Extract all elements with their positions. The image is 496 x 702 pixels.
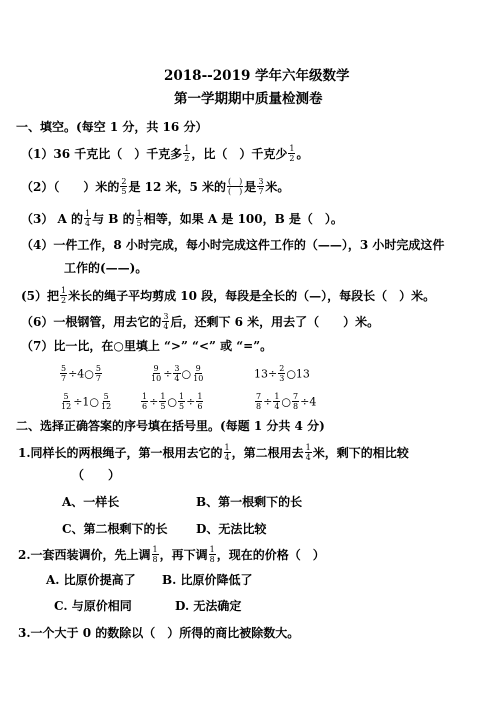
- section-2-heading: 二、选择正确答案的序号填在括号里。(每题 1 分共 4 分): [16, 419, 325, 433]
- question-7: （7）比一比，在○里填上 “>” “<” 或 “=”。: [21, 339, 273, 353]
- fraction: $\frac{1}{2}$: [184, 144, 190, 163]
- choice-2-option-b: B. 比原价降低了: [162, 573, 253, 587]
- fraction: $\frac{1}{2}$: [289, 144, 295, 163]
- choice-1-option-a: A、一样长: [62, 495, 120, 509]
- fraction: $\frac{3}{7}$: [258, 177, 264, 196]
- compare-2-1: $\frac{5}{12}$ ÷1○ $\frac{5}{12}$: [61, 392, 112, 411]
- fraction: $\frac{1}{5}$: [136, 209, 142, 228]
- fraction-blank: ( ) ( ): [228, 177, 243, 196]
- fraction: $\frac{2}{5}$: [121, 177, 127, 196]
- question-5: (5）把 $\frac{1}{2}$ 米长的绳子平均剪成 10 段，每段是全长的（—），每段长（ ）米。: [21, 286, 436, 305]
- title-line-2: 第一学期期中质量检测卷: [174, 91, 323, 107]
- choice-1-option-d: D、无法比较: [196, 522, 267, 536]
- fraction: $\frac{1}{2}$: [61, 286, 67, 305]
- fraction: $\frac{1}{8}$: [209, 545, 215, 564]
- choice-question-2: 2.一套西装调价，先上调 $\frac{1}{8}$ ，再下调 $\frac{1}{8}$ ，现在的价格（ ）: [18, 545, 325, 564]
- fraction: $\frac{1}{4}$: [85, 209, 91, 228]
- question-3: （3） A 的 $\frac{1}{4}$ 与 B 的 $\frac{1}{5}$ 相等，如果 A 是 100，B 是（ ）。: [21, 209, 343, 228]
- question-6: （6）一根钢管，用去它的 $\frac{3}{4}$ 后，还剩下 6 米，用去了（ ）米。: [21, 312, 380, 331]
- question-4-line-2: 工作的(——)。: [64, 261, 148, 275]
- question-1: （1）36 千克比（ ）千克多 $\frac{1}{2}$ ，比（ ）千克少 $\frac{1}{2}$ 。: [21, 144, 309, 163]
- fraction: $\frac{3}{4}$: [163, 312, 169, 331]
- compare-1-3: 13÷ $\frac{2}{3}$ ○13: [254, 364, 310, 383]
- choice-question-3: 3.一个大于 0 的数除以（ ）所得的商比被除数大。: [18, 626, 300, 640]
- choice-2-option-a: A. 比原价提高了: [46, 573, 136, 587]
- question-2: （2）（ ）米的 $\frac{2}{5}$ 是 12 米，5 米的 ( ) ( ) 是 $\frac{3}{7}$ 米。: [21, 177, 290, 196]
- choice-question-1: 1.同样长的两根绳子，第一根用去它的 $\frac{1}{4}$ ，第二根用去 $\frac{1}{4}$ 米，剩下的相比较: [18, 443, 409, 462]
- choice-1-option-c: C、第二根剩下的长: [62, 522, 168, 536]
- question-4-line-1: （4）一件工作，8 小时完成，每小时完成这件工作的（——），3 小时完成这件: [21, 238, 445, 252]
- choice-2-option-c: C. 与原价相同: [54, 599, 132, 613]
- fraction: $\frac{1}{8}$: [152, 545, 158, 564]
- compare-2-3: $\frac{7}{8}$ ÷ $\frac{1}{4}$ ○ $\frac{7}{8}$ ÷4: [256, 392, 317, 411]
- compare-1-1: $\frac{5}{7}$ ÷4○ $\frac{5}{7}$: [61, 364, 102, 383]
- choice-2-option-d: D. 无法确定: [175, 599, 242, 613]
- compare-2-2: $\frac{1}{6}$ ÷ $\frac{1}{5}$ ○ $\frac{1}{5}$ ÷ $\frac{1}{6}$: [142, 392, 203, 411]
- fraction: $\frac{1}{4}$: [224, 443, 230, 462]
- choice-1-answer-blank: （ ）: [72, 468, 121, 482]
- section-1-heading: 一、填空。(每空 1 分，共 16 分）: [16, 120, 208, 134]
- choice-1-option-b: B、第一根剩下的长: [196, 495, 303, 509]
- fraction: $\frac{1}{4}$: [305, 443, 311, 462]
- title-line-1: 2018--2019 学年六年级数学: [164, 68, 350, 84]
- compare-1-2: $\frac{9}{10}$ ÷ $\frac{3}{4}$ ○ $\frac{9}{10}$: [151, 364, 204, 383]
